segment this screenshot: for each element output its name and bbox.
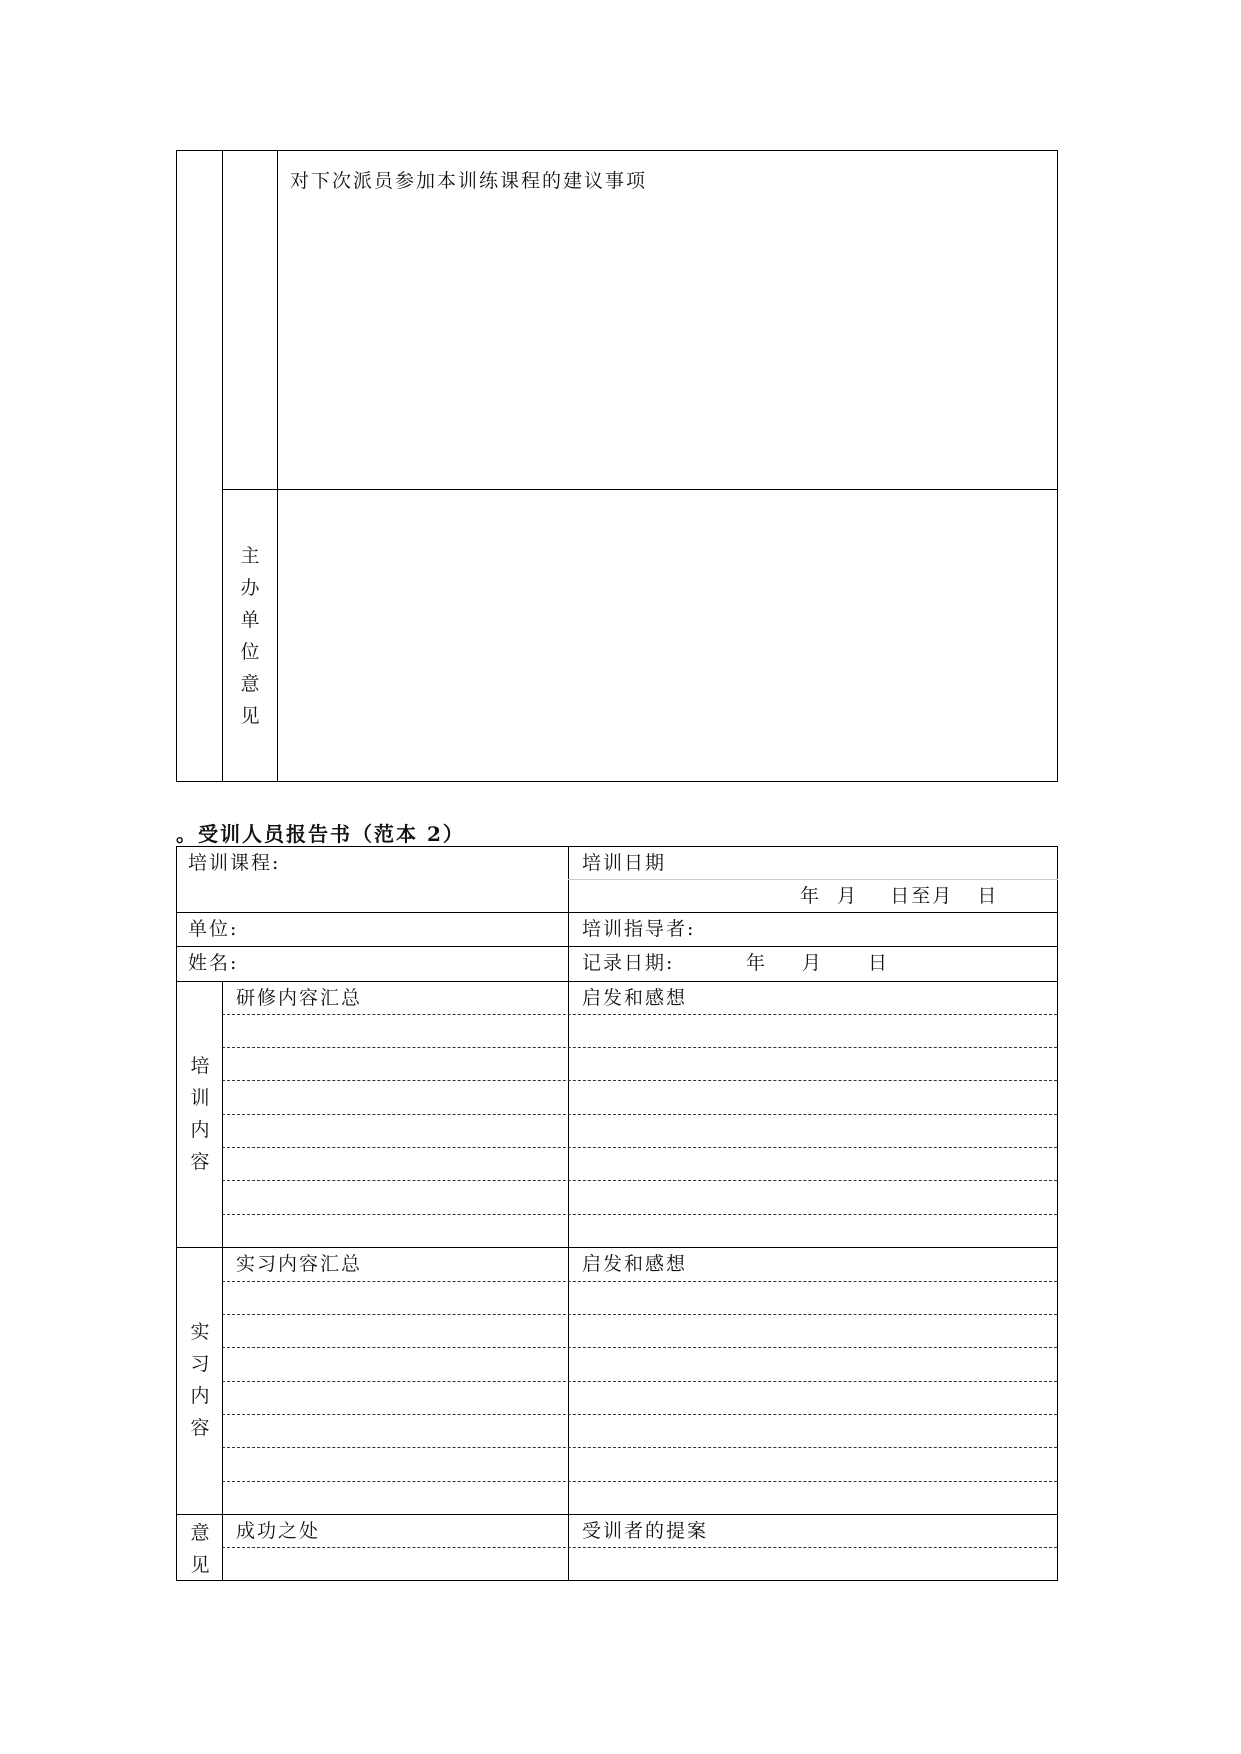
training-section-label: 培 训 内 容 (190, 1055, 210, 1173)
record-month: 月 (802, 952, 824, 974)
training-date-label: 培训日期 (582, 852, 667, 874)
practice-summary-label: 实习内容汇总 (236, 1253, 363, 1275)
instructor-label: 培训指导者: (582, 918, 696, 940)
unit-label: 单位: (188, 918, 239, 940)
opinion-section-label: 意 见 (190, 1522, 210, 1576)
practice-section-label: 实 习 内 容 (190, 1321, 210, 1439)
success-label: 成功之处 (236, 1520, 321, 1542)
organizer-opinion-label: 主 办 单 位 意 见 (240, 545, 260, 727)
record-year: 年 (746, 952, 768, 974)
training-summary-label: 研修内容汇总 (236, 987, 363, 1009)
record-date-label: 记录日期: (582, 952, 675, 974)
training-date-range: 年 月 日至月 日 (800, 885, 999, 907)
name-label: 姓名: (188, 952, 239, 974)
practice-insight-label: 启发和感想 (582, 1253, 688, 1275)
form-title: 。受训人员报告书（范本 2） (176, 822, 465, 846)
record-day: 日 (868, 952, 890, 974)
course-label: 培训课程: (188, 852, 281, 874)
suggestion-label: 对下次派员参加本训练课程的建议事项 (290, 170, 648, 192)
training-insight-label: 启发和感想 (582, 987, 688, 1009)
proposal-label: 受训者的提案 (582, 1520, 709, 1542)
